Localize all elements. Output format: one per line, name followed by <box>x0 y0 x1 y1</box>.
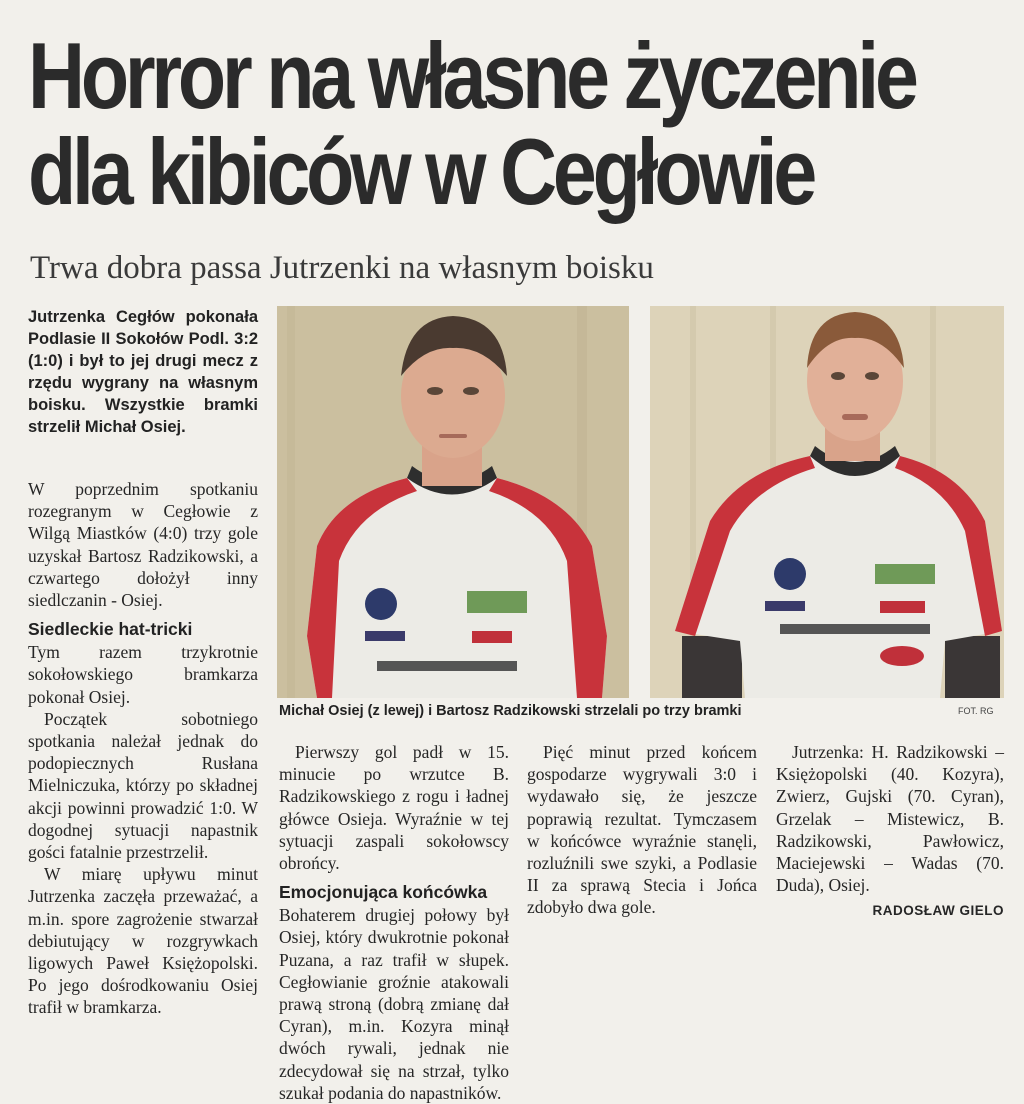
player-portrait-right <box>650 306 1004 698</box>
paragraph-8: Jutrzenka: H. Radzikowski – Księżopolski (40. Kozyra), Zwierz, Gujski (70. Cyran), Grzelak – Mistewicz, B. Radzikowski, Pawłowicz, Maciejewski – Wadas (70. Duda), Osiej. <box>776 742 1004 896</box>
photo-credit: FOT. RG <box>958 706 994 716</box>
paragraph-3: Początek sobotniego spotkania należał jednak do podopiecznych Rusłana Mielniczuka, którzy po składnej akcji powinni prowadzić 1:0. W dogodnej sytuacji napastnik gości fatalnie przestrzelił. <box>28 708 258 863</box>
article-column-3 <box>527 741 757 919</box>
paragraph-7: Pięć minut przed końcem gospodarze wygrywali 3:0 i wydawało się, że jeszcze poprawią rezultat. Tymczasem w końcówce wyraźnie stanęli, rozluźnili swe szyki, a Podlasie II za sprawą Stecia i Jońca zdobyło dwa gole. <box>527 742 757 918</box>
subhead-exciting-ending: Emocjonująca końcówka <box>279 882 488 903</box>
headline-line-1: Horror na własne życzenie <box>28 23 915 128</box>
paragraph-1: W poprzednim spotkaniu rozegranym w Cegłowie z Wilgą Miastków (4:0) trzy gole uzyskał Bartosz Radzikowski, a czwartego dołożył inny siedlczanin - Osiej. <box>28 479 258 611</box>
author-byline: RADOSŁAW GIELO <box>872 903 1004 919</box>
headline-line-2: dla kibiców w Cegłowie <box>28 119 814 224</box>
article-column-2 <box>279 741 509 1104</box>
headline <box>28 23 915 224</box>
photo-michal-osiej <box>277 306 629 698</box>
paragraph-2: Tym razem trzykrotnie sokołowskiego bramkarza pokonał Osiej. <box>28 642 258 707</box>
paragraph-5: Pierwszy gol padł w 15. minucie po wrzutce B. Radzikowskiego z rogu i ładnej główce Osieja. Wyraźnie w tej sytuacji zaspali sokołowscy obrońcy. <box>279 742 509 874</box>
article-column-1 <box>28 478 258 1019</box>
subhead-hat-tricks: Siedleckie hat-tricki <box>28 619 193 640</box>
paragraph-6: Bohaterem drugiej połowy był Osiej, który dwukrotnie pokonał Puzana, a raz trafił w słupek. Cegłowianie groźnie atakowali prawą stroną (dobrą zmianę dał Cyran), m.in. Kozyra minął dwóch rywali, jednak nie zdecydował się na strzał, tylko szukał podania do napastników. <box>279 905 509 1103</box>
photo-bartosz-radzikowski <box>650 306 1004 698</box>
article-column-4 <box>776 741 1004 923</box>
subheadline: Trwa dobra passa Jutrzenki na własnym boisku <box>30 250 654 286</box>
photo-caption: Michał Osiej (z lewej) i Bartosz Radzikowski strzelali po trzy bramki <box>279 703 742 719</box>
paragraph-4: W miarę upływu minut Jutrzenka zaczęła przeważać, a m.in. spore zagrożenie stwarzał debiutujący w rozgrywkach ligowych Paweł Księżopolski. Po jego dośrodkowaniu Osiej trafił w bramkarza. <box>28 864 258 1018</box>
lead-paragraph: Jutrzenka Cegłów pokonała Podlasie II Sokołów Podl. 3:2 (1:0) i był to jej drugi mecz z rzędu wygrany na własnym boisku. Wszystkie bramki strzelił Michał Osiej. <box>28 308 258 436</box>
player-portrait-left <box>277 306 629 698</box>
